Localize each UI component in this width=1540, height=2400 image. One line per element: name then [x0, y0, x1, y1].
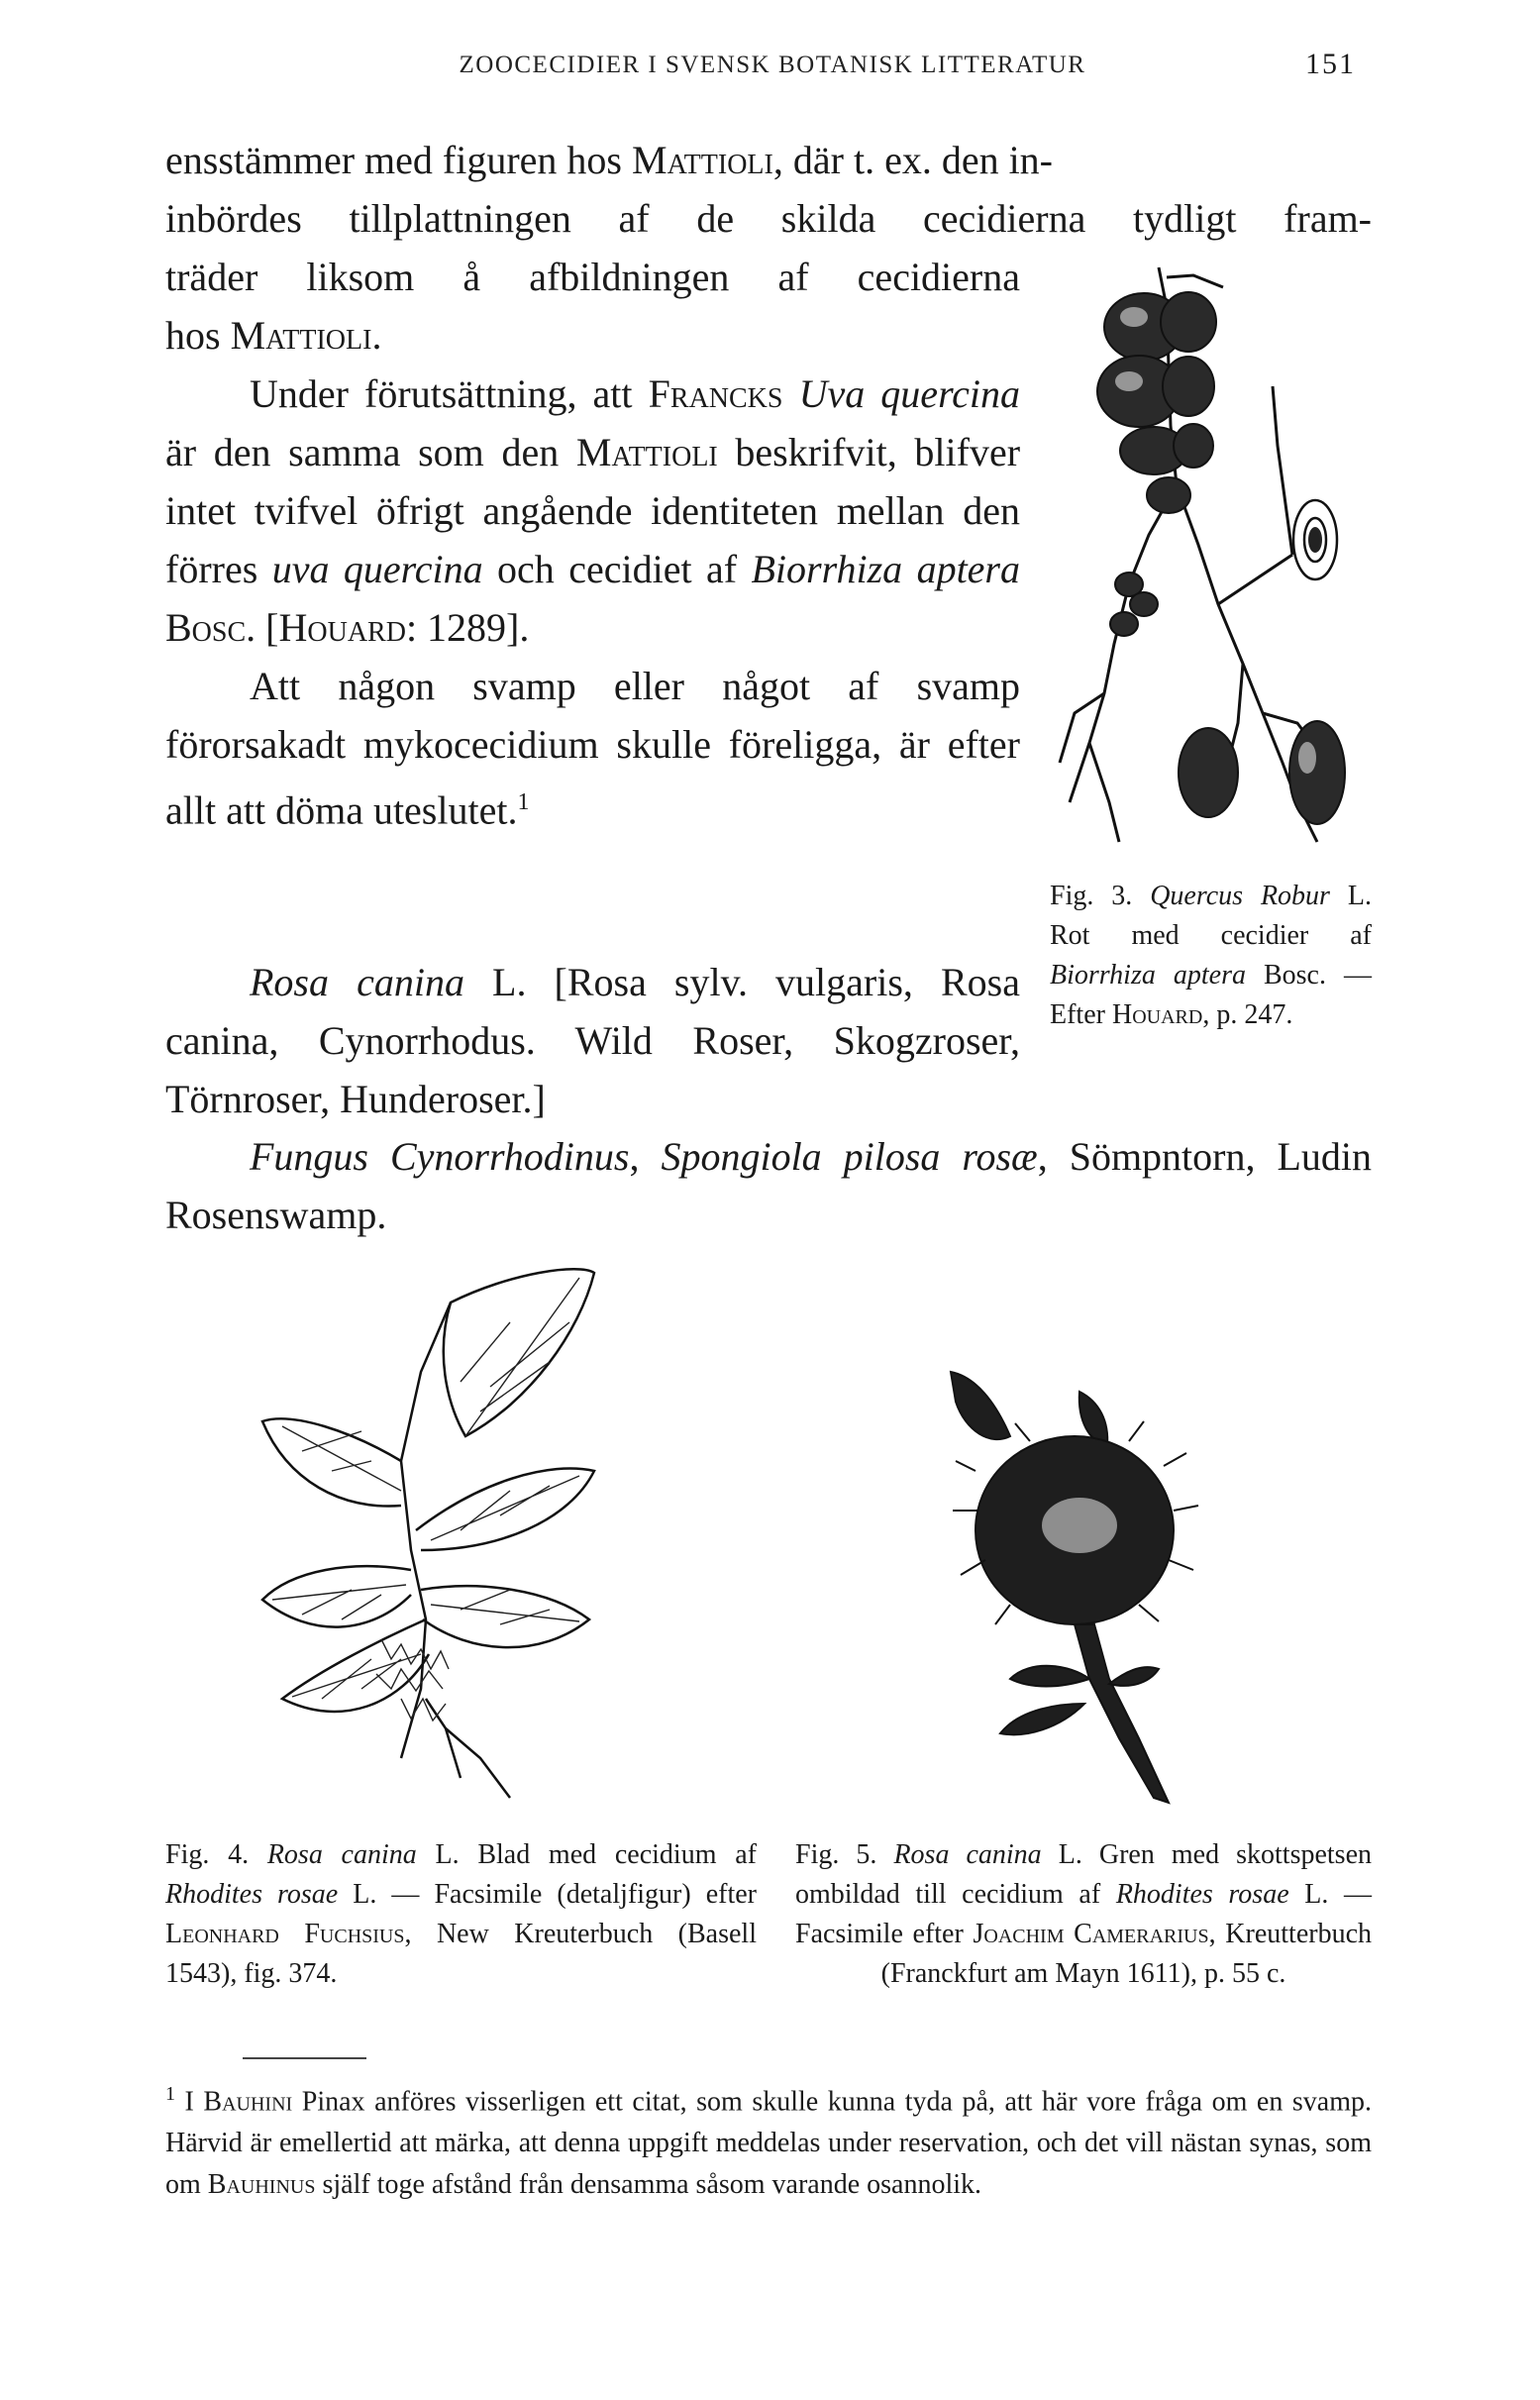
figure-4-rose-leaf — [253, 1263, 629, 1818]
author-bauhinus: Bauhinus — [207, 2169, 316, 2201]
footnote-divider — [243, 2057, 366, 2059]
figure-3-oak-root-galls — [1050, 248, 1377, 872]
taxon-uva-quercina: Uva quercina — [798, 371, 1021, 416]
footnote-mark: 1 — [165, 2083, 175, 2105]
taxon-uva-quercina-2: uva quercina — [271, 547, 483, 591]
figure-4-caption: Fig. 4. Rosa canina L. Blad med cecidium af Rhodites rosae L. — Facsimile (detaljfigur) efter Leonhard Fuchsius, New Kreuterbuch (Basell 1543), fig. 374. — [165, 1839, 757, 1989]
taxon-rosa-canina: Rosa canina — [250, 960, 464, 1004]
intro-paragraph — [165, 131, 1372, 189]
figure-3-caption: Fig. 3. Quercus Robur L. Rot med cecidier af Biorrhiza aptera Bosc. — Efter Houard, p. 247. — [1050, 881, 1372, 1030]
author-bauhini: Bauhini — [203, 2086, 293, 2118]
author-francks: Francks — [648, 371, 783, 416]
taxon-biorrhiza-aptera: Biorrhiza aptera — [751, 547, 1020, 591]
author-mattioli-2: Mattioli — [230, 313, 372, 358]
intro-line-2: inbördes tillplattningen af de skilda cecidierna tydligt fram- — [165, 196, 1372, 241]
intro-line-3: träder liksom å afbildningen af cecidierna — [165, 255, 1020, 299]
author-mattioli-3: Mattioli — [575, 430, 718, 474]
fungus-entry: Fungus Cynorrhodinus, Spongiola pilosa rosæ, Sömpntorn, Ludin Rosenswamp. — [165, 1134, 1372, 1237]
figure-5-rose-gall-branch — [931, 1362, 1248, 1818]
figure-5-caption: Fig. 5. Rosa canina L. Gren med skottspetsen ombildad till cecidium af Rhodites rosae L. — Facsimile efter Joachim Camerarius, Kreutterbuch (Franckfurt am Mayn 1611), p. 55 c. — [795, 1839, 1373, 1989]
footnote: $^1$ I Bauhini Pinax anföres visserligen ett citat, som skulle kunna tyda på, att här vore fråga om en svamp. Härvid är emellertid att märka, att denna uppgift meddelas under reservation, och det vill nästan synas, som om Bauhinus själf toge afstånd från densamma såsom varande osannolik. — [165, 2083, 1372, 2201]
intro-text-2: , där t. ex. den in- — [772, 138, 1054, 182]
intro-text-1: ensstämmer med figuren hos — [165, 138, 632, 182]
paragraph-uva-quercina: Under förutsättning, att Francks Uva quercina är den samma som den Mattioli beskrifvit, blifver intet tvifvel öfrigt angående identiteten mellan den förres uva quercina och cecidiet af Biorrhiza aptera Bosc. [Houard: 1289]. Att någon svamp eller något af svamp förorsakadt mykocecidium skulle föreligga, är efter allt att döma uteslutet.$^1$ — [165, 365, 1020, 839]
author-mattioli: Mattioli — [632, 138, 773, 182]
running-title: ZOOCECIDIER I SVENSK BOTANISK LITTERATUR — [459, 52, 1086, 78]
page-number: 151 — [1305, 48, 1356, 80]
paragraph-svamp: Att någon svamp eller något af svamp förorsakadt mykocecidium skulle föreligga, är efter allt att döma uteslutet.$^1$ — [165, 664, 1020, 833]
footnote-ref: 1 — [517, 789, 530, 815]
rosa-canina-entry: Rosa canina L. [Rosa sylv. vulgaris, Rosa canina, Cynorrhodus. Wild Roser, Skogzroser, Törnroser, Hunderoser.] — [165, 960, 1020, 1121]
intro-line-4: hos Mattioli. — [165, 313, 382, 358]
author-houard: Houard — [278, 605, 406, 650]
taxon-fungus-cynorrhodinus: Fungus Cynorrhodinus — [250, 1134, 630, 1179]
taxon-spongiola-pilosa: Spongiola pilosa rosæ — [661, 1134, 1038, 1179]
author-bosc: Bosc — [165, 605, 247, 650]
